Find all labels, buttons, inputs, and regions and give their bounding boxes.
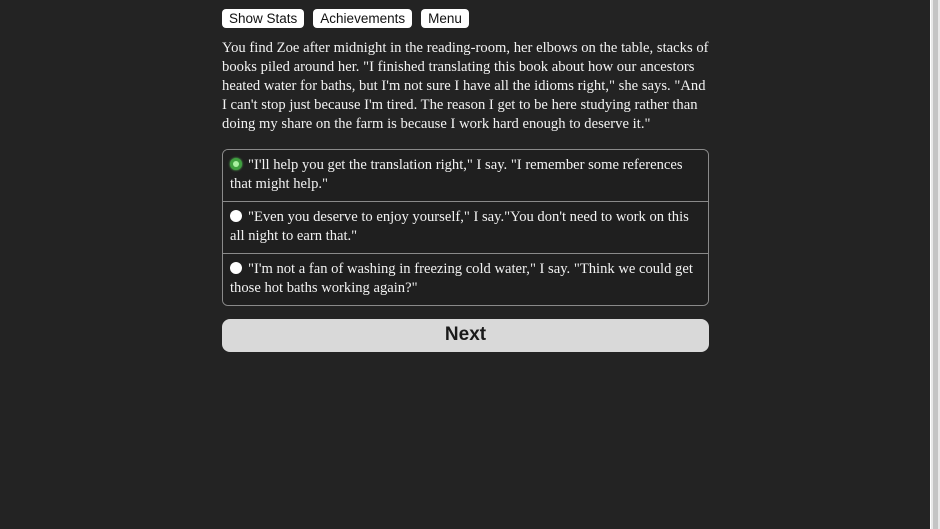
choice-text: "I'll help you get the translation right," I say. "I remember some references that might help." [230, 156, 683, 192]
story-text: You find Zoe after midnight in the reading-room, her elbows on the table, stacks of books piled around her. "I finished translating this book about how our ancestors heated water for baths, but I'm not sure I have all the idioms right," she says. "And I can't stop just because I'm tired. The reason I get to be here studying rather than doing my share on the farm is because I work hard enough to deserve it." [222, 40, 709, 132]
choice-text: "I'm not a fan of washing in freezing cold water," I say. "Think we could get those hot baths working again?" [230, 260, 693, 296]
scrollbar-thumb[interactable] [933, 0, 938, 529]
vertical-scrollbar[interactable] [930, 0, 940, 529]
choice-option-2[interactable] [223, 201, 708, 253]
menu-button[interactable]: Menu [421, 9, 469, 28]
content-container [222, 0, 709, 352]
top-toolbar [222, 9, 709, 28]
radio-unselected-icon[interactable] [230, 210, 242, 222]
radio-unselected-icon[interactable] [230, 262, 242, 274]
choice-option-1[interactable] [223, 150, 708, 201]
achievements-button[interactable]: Achievements [313, 9, 412, 28]
choice-option-3[interactable] [223, 253, 708, 305]
choice-list [222, 149, 709, 306]
choice-text: "Even you deserve to enjoy yourself," I say."You don't need to work on this all night to earn that." [230, 208, 689, 244]
show-stats-button[interactable]: Show Stats [222, 9, 304, 28]
next-button[interactable]: Next [222, 319, 709, 352]
radio-selected-icon[interactable] [230, 158, 242, 170]
